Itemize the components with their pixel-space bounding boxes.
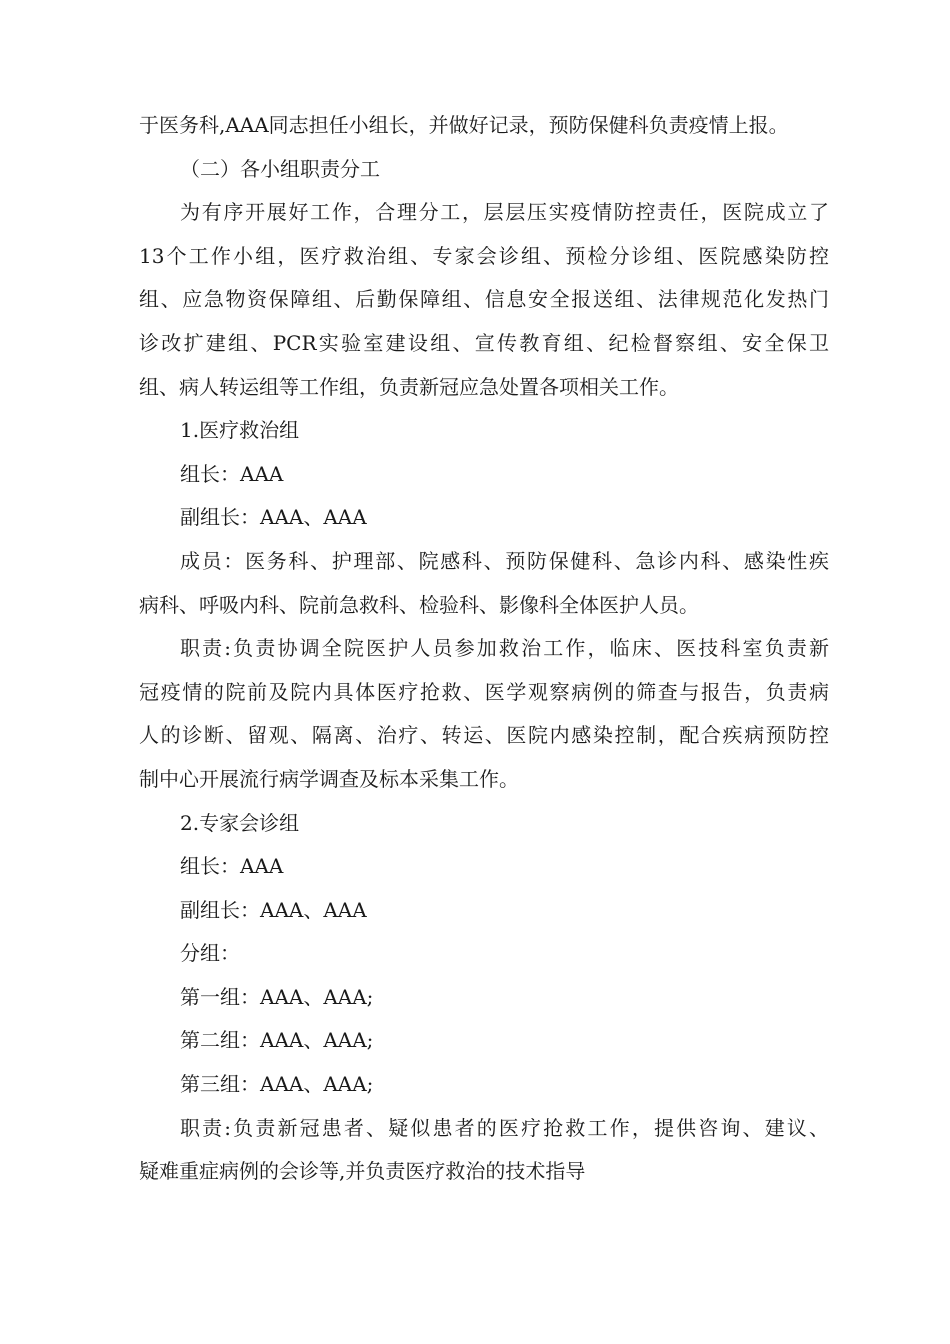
group-members: 成员：医务科、护理部、院感科、预防保健科、急诊内科、感染性疾 [180,548,829,573]
group-leader: 组长：AAA [180,461,284,486]
subgroup-item: 第三组：AAA、AAA; [180,1072,374,1097]
group-duties: 疑难重症病例的会诊等,并负责医疗救治的技术指导 [139,1159,586,1184]
paragraph-line: 13个工作小组，医疗救治组、专家会诊组、预检分诊组、医院感染防控 [139,243,829,268]
subgroup-label: 分组： [180,941,240,966]
group-duties: 人的诊断、留观、隔离、治疗、转运、医院内感染控制，配合疾病预防控 [139,723,829,748]
group-duties: 冠疫情的院前及院内具体医疗抢救、医学观察病例的筛查与报告，负责病 [139,679,829,704]
group-heading: 2.专家会诊组 [180,810,300,835]
group-deputy-leader: 副组长：AAA、AAA [180,505,367,530]
group-duties: 制中心开展流行病学调查及标本采集工作。 [139,766,519,791]
group-leader: 组长：AAA [180,854,284,879]
paragraph-line: 于医务科,AAA同志担任小组长，并做好记录，预防保健科负责疫情上报。 [139,113,789,137]
section-heading: （二）各小组职责分工 [180,156,380,181]
paragraph-line: 为有序开展好工作，合理分工，层层压实疫情防控责任，医院成立了 [180,200,829,225]
document-body [139,104,829,1194]
group-duties: 职责:负责协调全院医护人员参加救治工作，临床、医技科室负责新 [180,636,829,661]
group-deputy-leader: 副组长：AAA、AAA [180,897,367,922]
group-heading: 1.医疗救治组 [180,418,300,443]
subgroup-item: 第二组：AAA、AAA; [180,1028,374,1053]
subgroup-item: 第一组：AAA、AAA; [180,984,374,1009]
group-members: 病科、呼吸内科、院前急救科、检验科、影像科全体医护人员。 [139,592,699,617]
paragraph-line: 诊改扩建组、PCR实验室建设组、宣传教育组、纪检督察组、安全保卫 [139,330,829,355]
paragraph-line: 组、病人转运组等工作组，负责新冠应急处置各项相关工作。 [139,374,679,399]
paragraph-line: 组、应急物资保障组、后勤保障组、信息安全报送组、法律规范化发热门 [139,287,829,312]
group-duties: 职责:负责新冠患者、疑似患者的医疗抢救工作，提供咨询、建议、 [180,1115,829,1140]
